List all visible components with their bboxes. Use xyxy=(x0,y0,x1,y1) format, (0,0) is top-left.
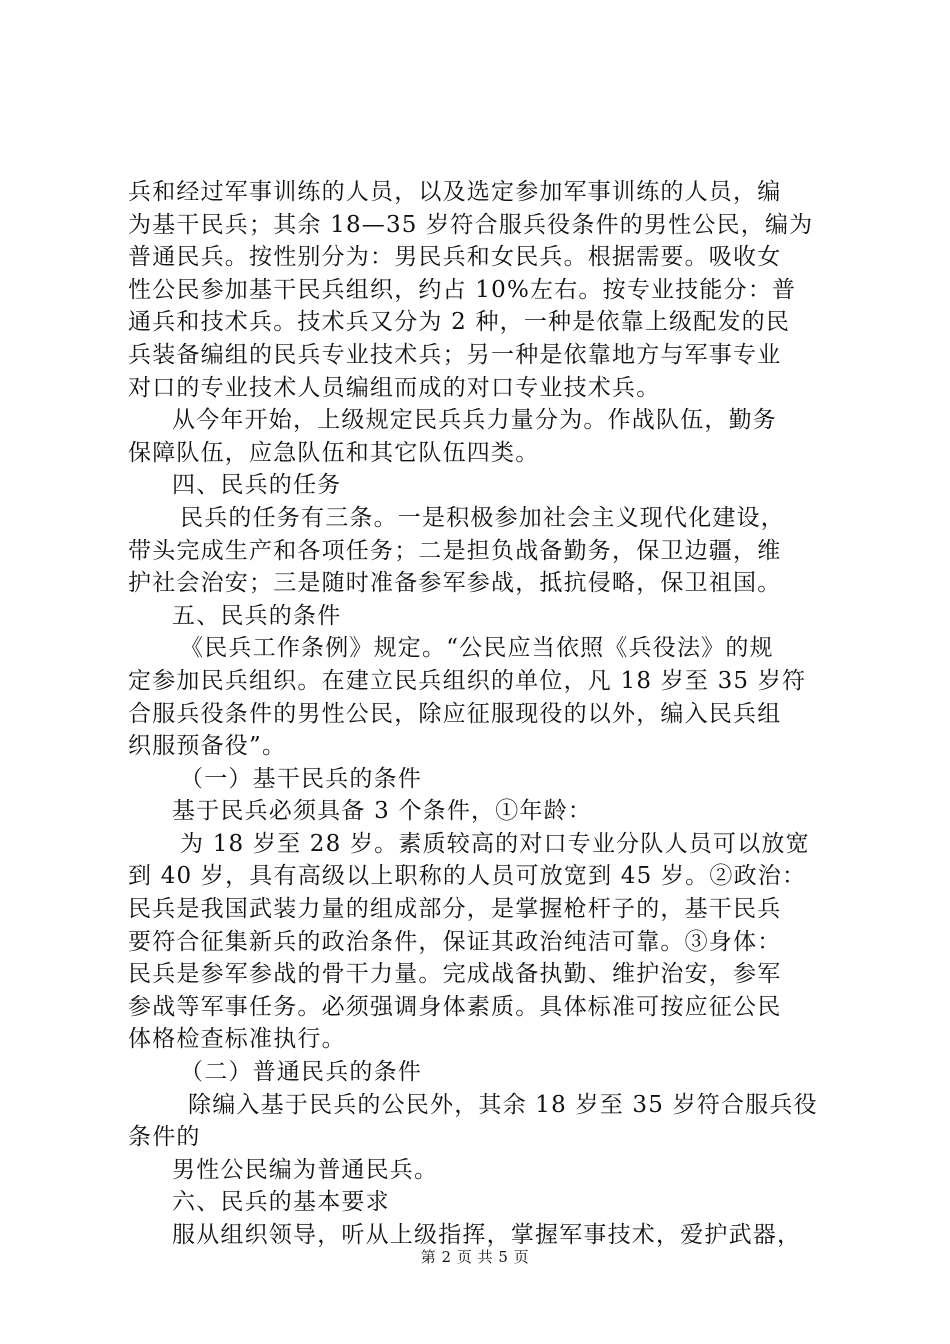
paragraph-line: 基于民兵必须具备 3 个条件，①年龄： xyxy=(172,798,593,825)
paragraph-line: 到 40 岁，具有高级以上职称的人员可放宽到 45 岁。②政治： xyxy=(128,863,807,890)
paragraph-line: 带头完成生产和各项任务；二是担负战备勤务，保卫边疆，维 xyxy=(128,537,782,564)
paragraph-line: 体格检查标准执行。 xyxy=(128,1026,346,1053)
paragraph-line: 参战等军事任务。必须强调身体素质。具体标准可按应征公民 xyxy=(128,993,782,1020)
paragraph-line: 护社会治安；三是随时准备参军参战，抵抗侵略，保卫祖国。 xyxy=(128,570,782,597)
paragraph-line: 民兵是参军参战的骨干力量。完成战备执勤、维护治安，参军 xyxy=(128,961,782,988)
paragraph-line: 织服预备役”。 xyxy=(128,733,287,760)
paragraph-line: 兵和经过军事训练的人员，以及选定参加军事训练的人员，编 xyxy=(128,179,782,205)
paragraph-line: 定参加民兵组织。在建立民兵组织的单位，凡 18 岁至 35 岁符 xyxy=(128,667,807,694)
paragraph-line: 男性公民编为普通民兵。 xyxy=(172,1156,439,1183)
paragraph-line: 兵装备编组的民兵专业技术兵；另一种是依靠地方与军事专业 xyxy=(128,341,782,368)
paragraph-line: 性公民参加基干民兵组织，约占 10%左右。按专业技能分：普 xyxy=(128,276,797,303)
section-heading: 四、民兵的任务 xyxy=(172,472,342,499)
paragraph-line: 对口的专业技术人员编组而成的对口专业技术兵。 xyxy=(128,374,661,401)
paragraph-line: 服从组织领导，听从上级指挥，掌握军事技术，爱护武器， xyxy=(172,1222,802,1248)
paragraph-line: 通兵和技术兵。技术兵又分为 2 种，一种是依靠上级配发的民 xyxy=(128,309,791,336)
paragraph-line: 除编入基于民兵的公民外，其余 18 岁至 35 岁符合服兵役 xyxy=(188,1091,818,1118)
section-heading: 六、民兵的基本要求 xyxy=(172,1189,390,1216)
paragraph-line: 为 18 岁至 28 岁。素质较高的对口专业分队人员可以放宽 xyxy=(180,830,810,857)
subsection-heading: （一）基干民兵的条件 xyxy=(180,765,422,792)
paragraph-line: 民兵的任务有三条。一是积极参加社会主义现代化建设， xyxy=(180,504,785,531)
paragraph-line: 为基干民兵；其余 18—35 岁符合服兵役条件的男性公民，编为 xyxy=(128,211,814,238)
section-heading: 五、民兵的条件 xyxy=(172,602,342,629)
document-body xyxy=(128,176,838,1252)
paragraph-line: 《民兵工作条例》规定。“公民应当依照《兵役法》的规 xyxy=(180,635,774,662)
paragraph-line: 条件的 xyxy=(128,1124,201,1151)
paragraph-line: 保障队伍，应急队伍和其它队伍四类。 xyxy=(128,439,540,466)
paragraph-line: 普通民兵。按性别分为：男民兵和女民兵。根据需要。吸收女 xyxy=(128,244,782,271)
paragraph-line: 民兵是我国武装力量的组成部分，是掌握枪杆子的，基干民兵 xyxy=(128,896,782,923)
paragraph-line: 要符合征集新兵的政治条件，保证其政治纯洁可靠。③身体： xyxy=(128,928,782,955)
paragraph-line: 从今年开始，上级规定民兵兵力量分为。作战队伍，勤务 xyxy=(172,407,777,434)
subsection-heading: （二）普通民兵的条件 xyxy=(180,1059,422,1086)
paragraph-line: 合服兵役条件的男性公民，除应征服现役的以外，编入民兵组 xyxy=(128,700,782,727)
page-number-footer: 第 2 页 共 5 页 xyxy=(420,1248,530,1266)
